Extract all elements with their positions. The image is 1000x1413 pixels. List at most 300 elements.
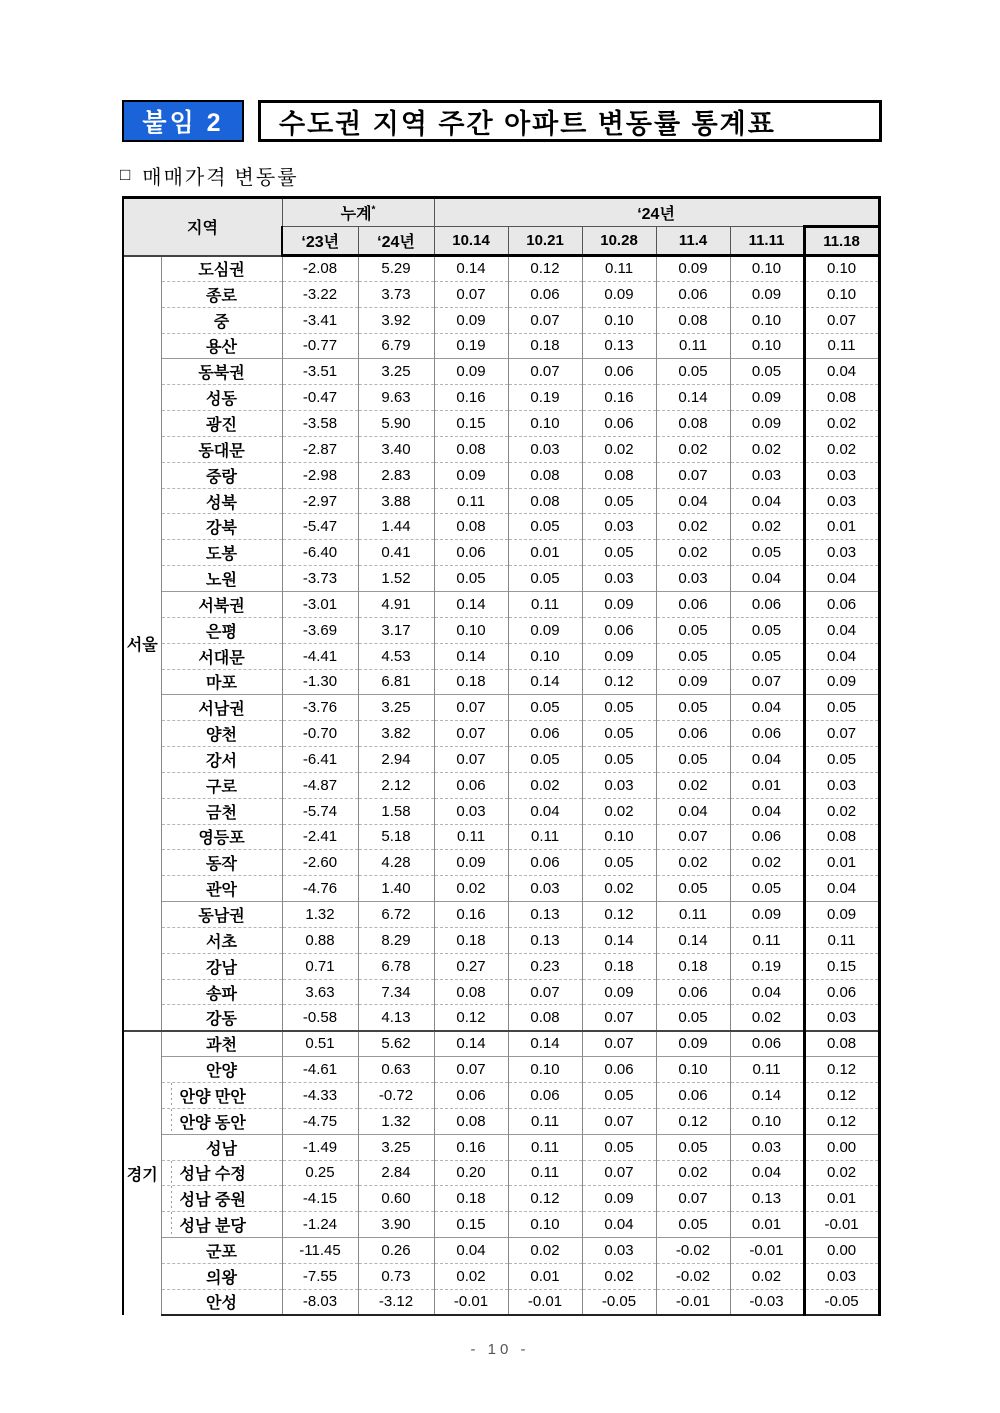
value-cell: -3.76 bbox=[282, 695, 358, 721]
value-cell: 6.78 bbox=[358, 953, 434, 979]
value-cell: 0.04 bbox=[804, 876, 879, 902]
value-cell: 0.08 bbox=[656, 307, 730, 333]
value-cell: 9.63 bbox=[358, 385, 434, 411]
value-cell: 0.14 bbox=[508, 669, 582, 695]
value-cell: 0.11 bbox=[656, 902, 730, 928]
value-cell: 0.12 bbox=[582, 669, 656, 695]
table-row bbox=[123, 1186, 879, 1212]
value-cell: 0.06 bbox=[656, 591, 730, 617]
value-cell: 0.10 bbox=[508, 1057, 582, 1083]
value-cell: -6.40 bbox=[282, 540, 358, 566]
value-cell: 0.05 bbox=[804, 747, 879, 773]
table-row bbox=[123, 902, 879, 928]
column-header-year24: ‘24년 bbox=[434, 198, 879, 227]
value-cell: 4.91 bbox=[358, 591, 434, 617]
table-row bbox=[123, 1289, 879, 1315]
value-cell: 5.18 bbox=[358, 824, 434, 850]
value-cell: 1.32 bbox=[358, 1108, 434, 1134]
value-cell: 0.05 bbox=[582, 1134, 656, 1160]
value-cell: 0.02 bbox=[804, 411, 879, 437]
value-cell: 0.07 bbox=[582, 1160, 656, 1186]
value-cell: 0.02 bbox=[582, 436, 656, 462]
value-cell: 3.25 bbox=[358, 695, 434, 721]
value-cell: 0.15 bbox=[434, 411, 508, 437]
table-header-row-1 bbox=[123, 198, 879, 227]
value-cell: 0.04 bbox=[730, 979, 804, 1005]
value-cell: 0.03 bbox=[434, 798, 508, 824]
region-cell: 금천 bbox=[161, 798, 282, 824]
table-row bbox=[123, 1005, 879, 1031]
value-cell: 0.06 bbox=[508, 1083, 582, 1109]
price-change-table-wrap bbox=[122, 196, 880, 1316]
value-cell: 0.14 bbox=[730, 1083, 804, 1109]
region-cell: 동대문 bbox=[161, 436, 282, 462]
region-cell: 서대문 bbox=[161, 643, 282, 669]
table-row bbox=[123, 953, 879, 979]
value-cell: 0.05 bbox=[582, 695, 656, 721]
value-cell: 0.09 bbox=[730, 411, 804, 437]
region-cell: 과천 bbox=[161, 1031, 282, 1057]
value-cell: -3.73 bbox=[282, 566, 358, 592]
table-row bbox=[123, 824, 879, 850]
value-cell: 0.12 bbox=[656, 1108, 730, 1134]
region-cell: 용산 bbox=[161, 333, 282, 359]
value-cell: 0.03 bbox=[804, 462, 879, 488]
value-cell: 2.94 bbox=[358, 747, 434, 773]
value-cell: 7.34 bbox=[358, 979, 434, 1005]
value-cell: 0.18 bbox=[656, 953, 730, 979]
value-cell: 0.11 bbox=[434, 488, 508, 514]
value-cell: 0.06 bbox=[434, 1083, 508, 1109]
table-row bbox=[123, 1238, 879, 1264]
value-cell: 0.08 bbox=[434, 1108, 508, 1134]
value-cell: 0.13 bbox=[582, 333, 656, 359]
value-cell: 0.03 bbox=[508, 436, 582, 462]
value-cell: -11.45 bbox=[282, 1238, 358, 1264]
value-cell: 0.11 bbox=[508, 1108, 582, 1134]
value-cell: 4.53 bbox=[358, 643, 434, 669]
value-cell: 0.09 bbox=[434, 462, 508, 488]
value-cell: 0.03 bbox=[804, 540, 879, 566]
value-cell: 0.09 bbox=[508, 617, 582, 643]
value-cell: 5.90 bbox=[358, 411, 434, 437]
value-cell: 0.03 bbox=[508, 876, 582, 902]
value-cell: -3.01 bbox=[282, 591, 358, 617]
value-cell: -4.75 bbox=[282, 1108, 358, 1134]
value-cell: -5.74 bbox=[282, 798, 358, 824]
value-cell: 0.09 bbox=[804, 902, 879, 928]
value-cell: 0.10 bbox=[508, 411, 582, 437]
value-cell: 0.07 bbox=[434, 721, 508, 747]
value-cell: 0.05 bbox=[730, 876, 804, 902]
value-cell: 0.07 bbox=[508, 359, 582, 385]
region-cell: 강서 bbox=[161, 747, 282, 773]
value-cell: 3.63 bbox=[282, 979, 358, 1005]
column-header-date-1021: 10.21 bbox=[508, 227, 582, 256]
value-cell: 5.29 bbox=[358, 256, 434, 282]
table-row bbox=[123, 695, 879, 721]
value-cell: 0.11 bbox=[804, 333, 879, 359]
column-header-date-1014: 10.14 bbox=[434, 227, 508, 256]
value-cell: 3.92 bbox=[358, 307, 434, 333]
value-cell: 0.07 bbox=[434, 281, 508, 307]
region-cell: 안양 만안 bbox=[161, 1083, 282, 1109]
value-cell: 0.27 bbox=[434, 953, 508, 979]
value-cell: 0.06 bbox=[582, 617, 656, 643]
value-cell: 0.02 bbox=[508, 772, 582, 798]
value-cell: 0.09 bbox=[582, 643, 656, 669]
region-cell: 동남권 bbox=[161, 902, 282, 928]
value-cell: 0.09 bbox=[656, 1031, 730, 1057]
value-cell: 0.05 bbox=[434, 566, 508, 592]
region-cell: 안양 동안 bbox=[161, 1108, 282, 1134]
table-row bbox=[123, 436, 879, 462]
region-cell: 안양 bbox=[161, 1057, 282, 1083]
value-cell: 0.10 bbox=[582, 307, 656, 333]
value-cell: -0.01 bbox=[434, 1289, 508, 1315]
value-cell: -2.41 bbox=[282, 824, 358, 850]
square-bullet-icon: □ bbox=[120, 164, 133, 184]
value-cell: 0.03 bbox=[804, 1263, 879, 1289]
value-cell: 0.73 bbox=[358, 1263, 434, 1289]
value-cell: 0.08 bbox=[804, 1031, 879, 1057]
value-cell: 0.06 bbox=[508, 721, 582, 747]
table-row bbox=[123, 617, 879, 643]
value-cell: 0.16 bbox=[582, 385, 656, 411]
cumulative-footnote-marker: * bbox=[371, 204, 376, 216]
column-header-24: ‘24년 bbox=[358, 227, 434, 256]
value-cell: 0.06 bbox=[582, 411, 656, 437]
value-cell: -0.01 bbox=[804, 1212, 879, 1238]
value-cell: 0.08 bbox=[508, 1005, 582, 1031]
region-cell: 동작 bbox=[161, 850, 282, 876]
value-cell: 0.10 bbox=[508, 643, 582, 669]
value-cell: 1.32 bbox=[282, 902, 358, 928]
region-cell: 군포 bbox=[161, 1238, 282, 1264]
value-cell: 0.01 bbox=[804, 514, 879, 540]
value-cell: 0.04 bbox=[508, 798, 582, 824]
value-cell: -5.47 bbox=[282, 514, 358, 540]
value-cell: 0.02 bbox=[582, 1263, 656, 1289]
value-cell: 0.05 bbox=[730, 617, 804, 643]
value-cell: 0.05 bbox=[508, 695, 582, 721]
value-cell: 0.09 bbox=[656, 256, 730, 282]
table-row bbox=[123, 591, 879, 617]
value-cell: 0.14 bbox=[582, 927, 656, 953]
value-cell: 0.12 bbox=[804, 1057, 879, 1083]
value-cell: -0.05 bbox=[804, 1289, 879, 1315]
value-cell: 0.04 bbox=[730, 798, 804, 824]
value-cell: 0.02 bbox=[434, 1263, 508, 1289]
value-cell: 0.02 bbox=[656, 514, 730, 540]
value-cell: 0.04 bbox=[656, 798, 730, 824]
value-cell: 0.07 bbox=[508, 979, 582, 1005]
region-cell: 서남권 bbox=[161, 695, 282, 721]
value-cell: 1.44 bbox=[358, 514, 434, 540]
value-cell: 0.11 bbox=[656, 333, 730, 359]
value-cell: 0.15 bbox=[434, 1212, 508, 1238]
table-row bbox=[123, 1108, 879, 1134]
value-cell: 0.05 bbox=[730, 643, 804, 669]
value-cell: 0.12 bbox=[508, 256, 582, 282]
table-row bbox=[123, 669, 879, 695]
value-cell: 0.05 bbox=[508, 747, 582, 773]
value-cell: 0.10 bbox=[730, 256, 804, 282]
value-cell: -0.05 bbox=[582, 1289, 656, 1315]
value-cell: 0.02 bbox=[582, 876, 656, 902]
value-cell: 0.07 bbox=[434, 695, 508, 721]
region-cell: 영등포 bbox=[161, 824, 282, 850]
value-cell: 0.41 bbox=[358, 540, 434, 566]
value-cell: 0.02 bbox=[804, 798, 879, 824]
table-row bbox=[123, 307, 879, 333]
column-header-cumulative bbox=[282, 198, 434, 227]
table-row bbox=[123, 1057, 879, 1083]
value-cell: 0.01 bbox=[804, 850, 879, 876]
value-cell: -7.55 bbox=[282, 1263, 358, 1289]
value-cell: -4.15 bbox=[282, 1186, 358, 1212]
value-cell: 0.08 bbox=[508, 462, 582, 488]
region-cell: 성남 중원 bbox=[161, 1186, 282, 1212]
region-cell: 관악 bbox=[161, 876, 282, 902]
table-row bbox=[123, 359, 879, 385]
value-cell: 0.03 bbox=[582, 1238, 656, 1264]
value-cell: 0.05 bbox=[582, 540, 656, 566]
value-cell: 0.05 bbox=[656, 876, 730, 902]
value-cell: 0.03 bbox=[804, 1005, 879, 1031]
value-cell: 0.02 bbox=[730, 850, 804, 876]
table-row bbox=[123, 566, 879, 592]
value-cell: 0.05 bbox=[730, 359, 804, 385]
column-header-23: ‘23년 bbox=[282, 227, 358, 256]
value-cell: 0.06 bbox=[656, 979, 730, 1005]
table-row bbox=[123, 488, 879, 514]
value-cell: 0.11 bbox=[730, 927, 804, 953]
table-row bbox=[123, 798, 879, 824]
value-cell: -0.70 bbox=[282, 721, 358, 747]
table-row bbox=[123, 721, 879, 747]
value-cell: 0.10 bbox=[434, 617, 508, 643]
value-cell: 4.28 bbox=[358, 850, 434, 876]
value-cell: 3.40 bbox=[358, 436, 434, 462]
region-cell: 안성 bbox=[161, 1289, 282, 1315]
value-cell: -2.08 bbox=[282, 256, 358, 282]
value-cell: 0.02 bbox=[730, 1005, 804, 1031]
value-cell: 0.71 bbox=[282, 953, 358, 979]
value-cell: 0.02 bbox=[656, 772, 730, 798]
value-cell: -0.47 bbox=[282, 385, 358, 411]
value-cell: 0.08 bbox=[804, 385, 879, 411]
value-cell: 0.09 bbox=[582, 281, 656, 307]
value-cell: 0.05 bbox=[582, 1083, 656, 1109]
value-cell: 1.52 bbox=[358, 566, 434, 592]
value-cell: 0.05 bbox=[656, 617, 730, 643]
value-cell: 0.19 bbox=[730, 953, 804, 979]
value-cell: 0.03 bbox=[804, 488, 879, 514]
column-header-date-1111: 11.11 bbox=[730, 227, 804, 256]
value-cell: 0.07 bbox=[434, 1057, 508, 1083]
value-cell: 0.06 bbox=[730, 721, 804, 747]
value-cell: 0.07 bbox=[730, 669, 804, 695]
value-cell: 0.60 bbox=[358, 1186, 434, 1212]
value-cell: 0.06 bbox=[804, 591, 879, 617]
region-cell: 광진 bbox=[161, 411, 282, 437]
value-cell: 6.72 bbox=[358, 902, 434, 928]
value-cell: 0.09 bbox=[730, 281, 804, 307]
value-cell: 0.11 bbox=[730, 1057, 804, 1083]
value-cell: 0.06 bbox=[804, 979, 879, 1005]
value-cell: 3.88 bbox=[358, 488, 434, 514]
table-row bbox=[123, 1160, 879, 1186]
value-cell: 1.40 bbox=[358, 876, 434, 902]
value-cell: 0.12 bbox=[434, 1005, 508, 1031]
region-cell: 노원 bbox=[161, 566, 282, 592]
value-cell: 0.04 bbox=[582, 1212, 656, 1238]
value-cell: 0.23 bbox=[508, 953, 582, 979]
value-cell: 0.04 bbox=[730, 747, 804, 773]
value-cell: 0.05 bbox=[582, 488, 656, 514]
value-cell: 6.79 bbox=[358, 333, 434, 359]
value-cell: 0.10 bbox=[730, 307, 804, 333]
value-cell: 0.14 bbox=[656, 927, 730, 953]
value-cell: 3.90 bbox=[358, 1212, 434, 1238]
column-header-date-1118: 11.18 bbox=[804, 227, 879, 256]
table-row bbox=[123, 927, 879, 953]
value-cell: 0.18 bbox=[582, 953, 656, 979]
value-cell: 0.07 bbox=[656, 824, 730, 850]
table-row bbox=[123, 979, 879, 1005]
value-cell: 0.06 bbox=[730, 591, 804, 617]
value-cell: 3.25 bbox=[358, 1134, 434, 1160]
value-cell: 0.88 bbox=[282, 927, 358, 953]
value-cell: 0.06 bbox=[434, 772, 508, 798]
value-cell: 0.05 bbox=[508, 566, 582, 592]
value-cell: 0.06 bbox=[582, 359, 656, 385]
value-cell: -1.49 bbox=[282, 1134, 358, 1160]
value-cell: 5.62 bbox=[358, 1031, 434, 1057]
value-cell: 0.14 bbox=[434, 1031, 508, 1057]
value-cell: 2.12 bbox=[358, 772, 434, 798]
value-cell: 0.03 bbox=[582, 514, 656, 540]
value-cell: -2.98 bbox=[282, 462, 358, 488]
value-cell: -1.24 bbox=[282, 1212, 358, 1238]
value-cell: 0.18 bbox=[508, 333, 582, 359]
value-cell: 6.81 bbox=[358, 669, 434, 695]
value-cell: 0.03 bbox=[656, 566, 730, 592]
value-cell: 0.02 bbox=[730, 1263, 804, 1289]
region-cell: 중랑 bbox=[161, 462, 282, 488]
table-row bbox=[123, 1031, 879, 1057]
value-cell: 0.14 bbox=[434, 256, 508, 282]
value-cell: 0.01 bbox=[730, 772, 804, 798]
value-cell: 0.07 bbox=[508, 307, 582, 333]
value-cell: -0.77 bbox=[282, 333, 358, 359]
value-cell: 1.58 bbox=[358, 798, 434, 824]
value-cell: 0.18 bbox=[434, 669, 508, 695]
value-cell: 0.02 bbox=[730, 514, 804, 540]
value-cell: 0.16 bbox=[434, 1134, 508, 1160]
value-cell: -2.87 bbox=[282, 436, 358, 462]
value-cell: -0.02 bbox=[656, 1263, 730, 1289]
value-cell: 0.16 bbox=[434, 385, 508, 411]
value-cell: -3.22 bbox=[282, 281, 358, 307]
value-cell: 0.16 bbox=[434, 902, 508, 928]
value-cell: -3.58 bbox=[282, 411, 358, 437]
value-cell: 0.06 bbox=[508, 281, 582, 307]
value-cell: 0.04 bbox=[434, 1238, 508, 1264]
value-cell: 0.02 bbox=[804, 1160, 879, 1186]
section-heading bbox=[120, 161, 299, 190]
value-cell: 0.05 bbox=[656, 1212, 730, 1238]
value-cell: 0.26 bbox=[358, 1238, 434, 1264]
value-cell: 0.06 bbox=[656, 721, 730, 747]
value-cell: -0.01 bbox=[656, 1289, 730, 1315]
region-cell: 마포 bbox=[161, 669, 282, 695]
value-cell: 0.09 bbox=[730, 385, 804, 411]
value-cell: -4.61 bbox=[282, 1057, 358, 1083]
value-cell: 0.02 bbox=[508, 1238, 582, 1264]
region-cell: 은평 bbox=[161, 617, 282, 643]
value-cell: 0.11 bbox=[582, 256, 656, 282]
table-row bbox=[123, 333, 879, 359]
table-row bbox=[123, 514, 879, 540]
value-cell: 0.18 bbox=[434, 1186, 508, 1212]
region-cell: 중 bbox=[161, 307, 282, 333]
value-cell: 0.05 bbox=[582, 850, 656, 876]
value-cell: 0.04 bbox=[804, 643, 879, 669]
value-cell: -2.60 bbox=[282, 850, 358, 876]
value-cell: 0.05 bbox=[656, 359, 730, 385]
value-cell: 0.05 bbox=[582, 721, 656, 747]
region-cell: 동북권 bbox=[161, 359, 282, 385]
region-cell: 종로 bbox=[161, 281, 282, 307]
value-cell: 0.07 bbox=[434, 747, 508, 773]
value-cell: 0.10 bbox=[804, 256, 879, 282]
value-cell: 0.04 bbox=[730, 695, 804, 721]
value-cell: 0.00 bbox=[804, 1134, 879, 1160]
column-header-date-1028: 10.28 bbox=[582, 227, 656, 256]
value-cell: -3.12 bbox=[358, 1289, 434, 1315]
value-cell: 0.09 bbox=[582, 1186, 656, 1212]
value-cell: 0.03 bbox=[730, 1134, 804, 1160]
table-header bbox=[123, 198, 879, 256]
value-cell: 0.10 bbox=[508, 1212, 582, 1238]
price-change-table bbox=[122, 196, 881, 1316]
value-cell: -4.33 bbox=[282, 1083, 358, 1109]
value-cell: 0.02 bbox=[730, 436, 804, 462]
table-row bbox=[123, 772, 879, 798]
value-cell: 3.25 bbox=[358, 359, 434, 385]
value-cell: -0.58 bbox=[282, 1005, 358, 1031]
column-header-date-114: 11.4 bbox=[656, 227, 730, 256]
value-cell: 0.12 bbox=[508, 1186, 582, 1212]
page-title: 수도권 지역 주간 아파트 변동률 통계표 bbox=[279, 108, 776, 139]
table-row bbox=[123, 540, 879, 566]
value-cell: 0.09 bbox=[656, 669, 730, 695]
value-cell: 3.82 bbox=[358, 721, 434, 747]
value-cell: -3.69 bbox=[282, 617, 358, 643]
value-cell: 0.02 bbox=[656, 1160, 730, 1186]
value-cell: 0.11 bbox=[508, 1134, 582, 1160]
value-cell: 0.08 bbox=[804, 824, 879, 850]
attachment-badge-label: 붙임 2 bbox=[142, 109, 224, 137]
value-cell: 0.05 bbox=[656, 695, 730, 721]
value-cell: 0.01 bbox=[508, 540, 582, 566]
value-cell: 0.03 bbox=[582, 772, 656, 798]
value-cell: 0.18 bbox=[434, 927, 508, 953]
value-cell: 0.06 bbox=[582, 1057, 656, 1083]
value-cell: 0.14 bbox=[434, 591, 508, 617]
